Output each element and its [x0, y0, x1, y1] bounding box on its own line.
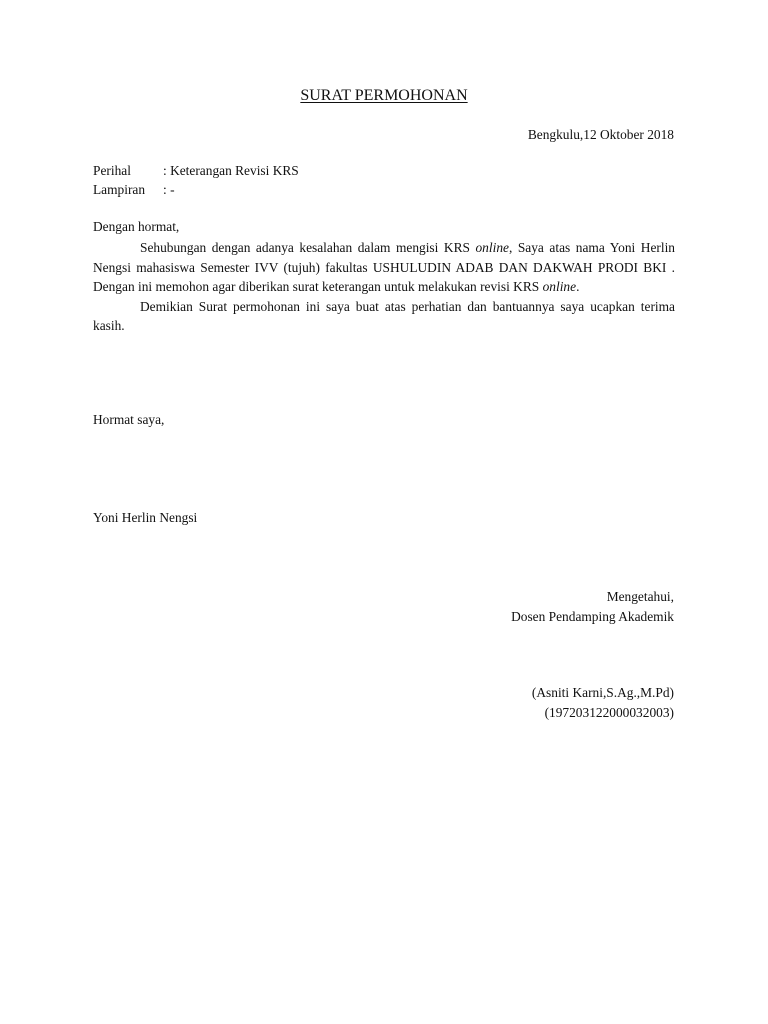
- para1-italic-b: online: [542, 279, 577, 294]
- para1-text-b: , Saya atas nama Yoni Herlin Nengsi mahasiswa Semester IVV (tujuh) fakultas USHULUDIN ADAB DAN DAKWAH PRODI BKI . Dengan ini memohon agar diberikan surat keterangan untuk melakukan revisi KRS: [93, 240, 675, 294]
- salutation: Dengan hormat,: [93, 219, 180, 234]
- advisor-block: [532, 683, 674, 722]
- closing: Hormat saya,: [93, 412, 165, 427]
- perihal-row: [93, 163, 299, 179]
- perihal-value: : Keterangan Revisi KRS: [163, 163, 299, 178]
- perihal-label: Perihal: [93, 163, 131, 178]
- para1-italic-a: online: [475, 240, 509, 255]
- lampiran-value: : -: [163, 182, 175, 197]
- ack-line-1: Mengetahui,: [606, 589, 674, 604]
- para1-text-a: Sehubungan dengan adanya kesalahan dalam mengisi KRS: [140, 240, 476, 255]
- body-paragraph-2: Demikian Surat permohonan ini saya buat atas perhatian dan bantuannya saya ucapkan terima kasih.: [93, 298, 675, 333]
- ack-line-2: Dosen Pendamping Akademik: [511, 608, 674, 624]
- advisor-name: (Asniti Karni,S.Ag.,M.Pd): [531, 685, 674, 700]
- acknowledgement-block: [511, 587, 674, 626]
- lampiran-label: Lampiran: [93, 182, 146, 197]
- place-date: Bengkulu,12 Oktober 2018: [527, 127, 674, 142]
- letter-title: SURAT PERMOHONAN: [300, 87, 468, 104]
- advisor-id: (197203122000032003): [544, 704, 674, 720]
- para1-text-c: .: [576, 279, 580, 294]
- lampiran-row: [93, 182, 175, 198]
- letter-body: [93, 238, 675, 336]
- signer-name: Yoni Herlin Nengsi: [93, 510, 198, 525]
- body-paragraph-1: [93, 238, 675, 297]
